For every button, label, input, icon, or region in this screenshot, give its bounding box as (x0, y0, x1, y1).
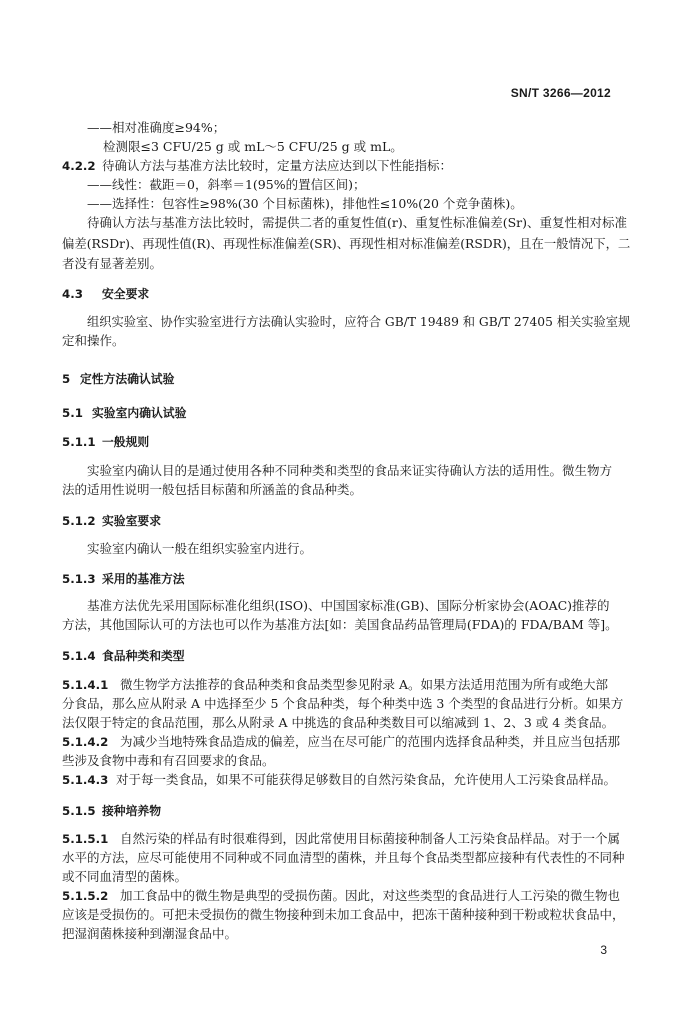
text-line: 基准方法优先采用国际标准化组织(ISO)、中国国家标准(GB)、国际分析家协会(AOAC)推荐的 (87, 598, 610, 613)
section-number: 5.1.2 (62, 514, 96, 528)
section-5-1-3 (62, 571, 185, 587)
section-number: 5.1.5.2 (62, 889, 109, 903)
section-title: 采用的基准方法 (102, 572, 185, 586)
section-5-1-4-3 (62, 772, 616, 788)
text-line: 法的适用性说明一般包括目标菌和所涵盖的食品种类。 (62, 482, 363, 497)
text-line: 水平的方法，应尽可能使用不同种或不同血清型的菌株，并且每个食品类型都应接种有代表性的不同种 (62, 850, 625, 865)
section-5-1-5-2 (62, 888, 620, 904)
text-line: 实验室内确认一般在组织实验室内进行。 (87, 541, 313, 556)
standard-number: SN/T 3266—2012 (510, 86, 611, 100)
section-number: 5.1.4.2 (62, 735, 109, 749)
section-4-3 (62, 286, 149, 302)
section-number: 5.1 (62, 406, 83, 420)
section-number: 5.1.1 (62, 435, 96, 449)
text-line: 加工食品中的微生物是典型的受损伤菌。因此，对这些类型的食品进行人工污染的微生物也 (120, 888, 621, 903)
text-line: ——线性：截距＝0，斜率＝1(95%的置信区间)； (87, 177, 366, 192)
section-5 (62, 371, 174, 387)
section-5-1-4-1 (62, 677, 608, 693)
text-line: 为减少当地特殊食品造成的偏差，应当在尽可能广的范围内选择食品种类，并且应当包括那 (120, 734, 621, 749)
section-number: 5.1.3 (62, 572, 96, 586)
text-line: 把湿润菌株接种到潮湿食品中。 (62, 926, 238, 941)
section-4-2-2 (62, 158, 452, 174)
section-number: 5.1.5.1 (62, 832, 109, 846)
text-line: 分食品，那么应从附录 A 中选择至少 5 个食品种类，每个种类中选 3 个类型的食品进行分析。如果方 (62, 696, 624, 711)
text-line: 自然污染的样品有时很难得到，因此常使用目标菌接种制备人工污染食品样品。对于一个属 (120, 831, 621, 846)
text-line: 检测限≤3 CFU/25 g 或 mL～5 CFU/25 g 或 mL。 (103, 139, 403, 154)
text-line: ——选择性：包容性≥98%(30 个目标菌株)，排他性≤10%(20 个竞争菌株)。 (87, 196, 523, 211)
text-line: 实验室内确认目的是通过使用各种不同种类和类型的食品来证实待确认方法的适用性。微生物方 (87, 463, 613, 478)
section-title: 安全要求 (102, 287, 150, 301)
section-5-1 (62, 405, 186, 421)
text-line: 微生物学方法推荐的食品种类和食品类型参见附录 A。如果方法适用范围为所有或绝大部 (120, 677, 609, 692)
text-line: 待确认方法与基准方法比较时，定量方法应达到以下性能指标： (102, 158, 453, 173)
section-number: 5 (62, 372, 71, 386)
text-line: 组织实验室、协作实验室进行方法确认实验时，应符合 GB/T 19489 和 GB/T 27405 相关实验室规 (87, 314, 631, 329)
section-5-1-2 (62, 513, 161, 529)
text-line: 方法，其他国际认可的方法也可以作为基准方法[如：美国食品药品管理局(FDA)的 FDA/BAM 等]。 (62, 617, 618, 632)
text-line: 定和操作。 (62, 333, 125, 348)
text-line: 法仅限于特定的食品范围，那么从附录 A 中挑选的食品种类数目可以缩减到 1、2、3 或 4 类食品。 (62, 715, 615, 730)
section-number: 5.1.5 (62, 804, 96, 818)
text-line: 待确认方法与基准方法比较时，需提供二者的重复性值(r)、重复性标准偏差(Sr)、重复性相对标准 (87, 215, 628, 230)
section-title: 实验室内确认试验 (92, 406, 187, 420)
section-number: 5.1.4 (62, 649, 96, 663)
section-title: 一般规则 (102, 435, 150, 449)
text-line: ——相对准确度≥94%； (87, 120, 226, 135)
section-title: 食品种类和类型 (102, 649, 185, 663)
section-title: 接种培养物 (102, 804, 161, 818)
section-number: 5.1.4.3 (62, 773, 109, 787)
text-line: 或不同血清型的菌株。 (62, 869, 188, 884)
section-title: 实验室要求 (102, 514, 161, 528)
section-title: 定性方法确认试验 (80, 372, 175, 386)
section-number: 5.1.4.1 (62, 678, 109, 692)
text-line: 者没有显著差别。 (62, 256, 163, 271)
text-line: 对于每一类食品，如果不可能获得足够数目的自然污染食品，允许使用人工污染食品样品。 (116, 772, 617, 787)
section-5-1-1 (62, 434, 149, 450)
section-number: 4.2.2 (62, 159, 96, 173)
page-number: 3 (600, 943, 607, 957)
section-number: 4.3 (62, 287, 83, 301)
text-line: 偏差(RSDr)、再现性值(R)、再现性标准偏差(SR)、再现性相对标准偏差(RSDR)，且在一般情况下，二 (62, 236, 631, 251)
section-5-1-4-2 (62, 734, 620, 750)
text-line: 些涉及食物中毒和有召回要求的食品。 (62, 753, 275, 768)
text-line: 应该是受损伤的。可把未受损伤的微生物接种到未加工食品中，把冻干菌种接种到干粉或粒状食品中， (62, 907, 625, 922)
section-5-1-5 (62, 803, 161, 819)
section-5-1-4 (62, 648, 185, 664)
section-5-1-5-1 (62, 831, 620, 847)
